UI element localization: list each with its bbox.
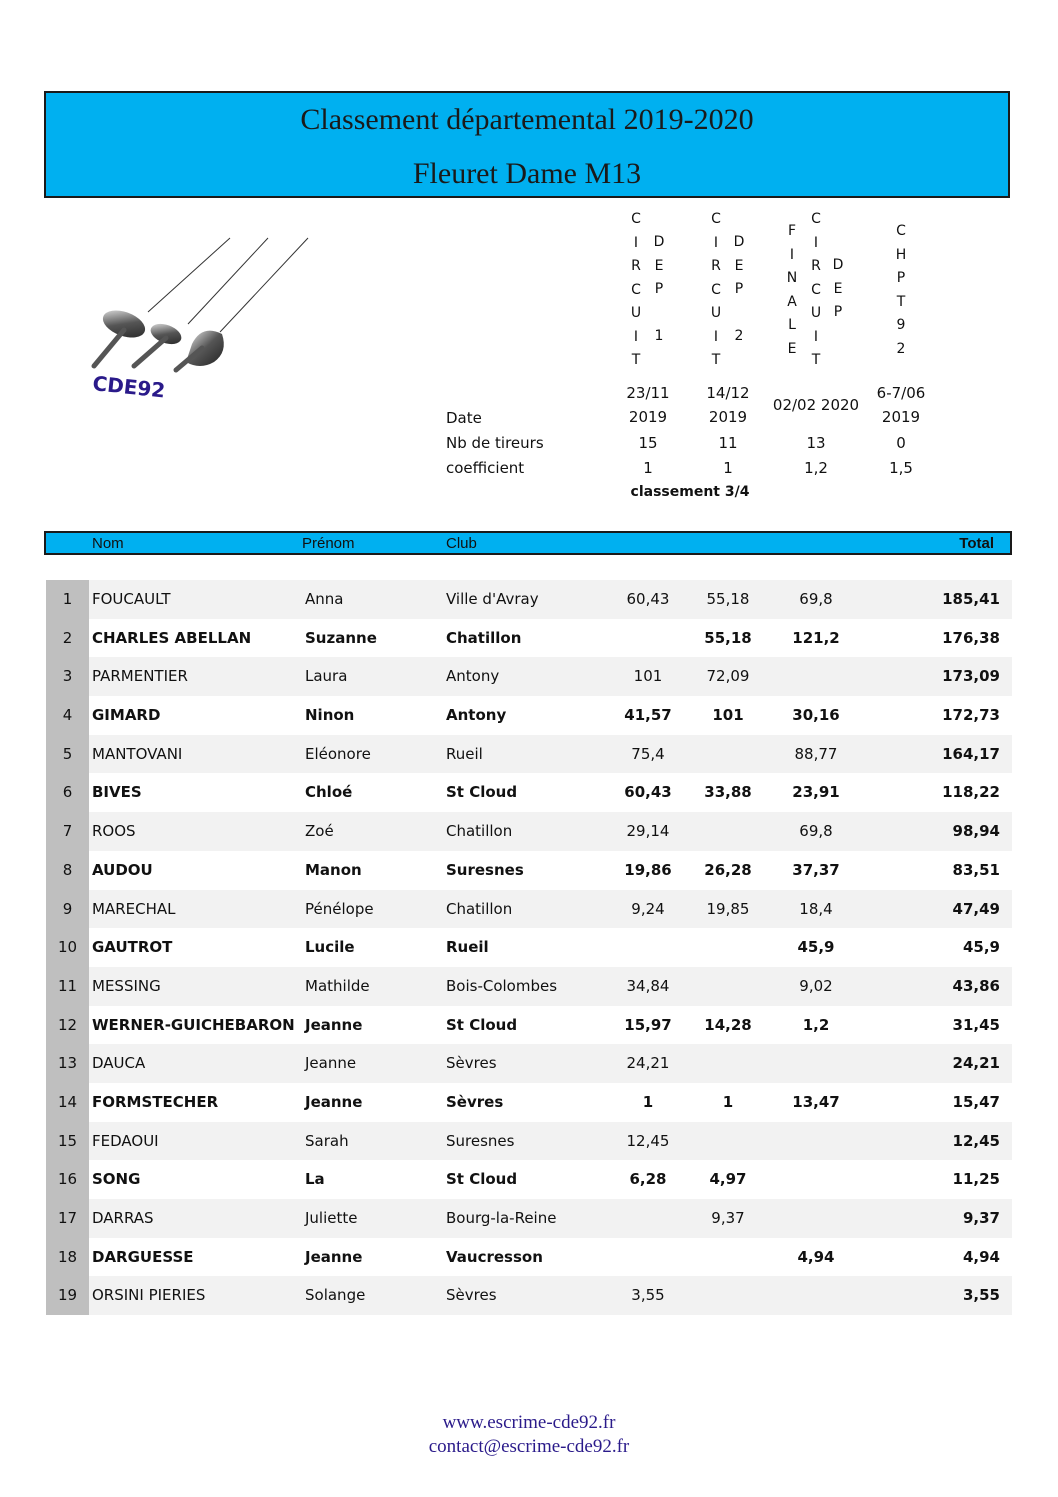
comp3-coefficient: 1,2 (804, 459, 828, 477)
prenom-cell: La (305, 1170, 325, 1189)
header-prenom: Prénom (302, 535, 355, 552)
total-cell: 185,41 (942, 590, 1000, 608)
prenom-cell: Mathilde (305, 976, 370, 995)
score-circuit2-cell: 4,97 (709, 1170, 747, 1189)
score-circuit2-cell (684, 928, 772, 967)
comp3-prefix (785, 220, 799, 361)
score-circuit2-cell (684, 1238, 772, 1277)
score-finale-cell: 69,8 (799, 822, 833, 841)
prenom-cell: Anna (305, 590, 344, 608)
club-cell: Chatillon (446, 822, 513, 841)
total-cell: 98,94 (952, 822, 1000, 841)
comp2-name (709, 208, 723, 373)
club-cell: Suresnes (446, 1131, 515, 1150)
table-row (46, 1083, 1012, 1122)
title-banner (44, 91, 1010, 198)
header-letter: T (896, 293, 906, 310)
score-finale-cell: 9,02 (799, 976, 833, 995)
score-finale-cell (772, 1276, 860, 1315)
header-letter: C (631, 281, 641, 298)
total-cell: 173,09 (942, 667, 1000, 686)
nom-cell: SONG (92, 1170, 141, 1189)
score-circuit2-cell: 55,18 (706, 590, 750, 608)
header-letter: U (630, 305, 642, 321)
header-letter: D (832, 257, 844, 273)
header-letter: C (811, 211, 821, 227)
coefficient-label: coefficient (446, 459, 525, 477)
club-cell: Bourg-la-Reine (446, 1209, 557, 1227)
rank-cell: 4 (46, 696, 89, 735)
prenom-cell: Ninon (305, 706, 355, 725)
nom-cell: MESSING (92, 976, 161, 995)
header-letter: C (811, 281, 821, 298)
score-circuit1-cell: 3,55 (631, 1286, 665, 1305)
comp1-name (629, 208, 643, 373)
club-cell: Antony (446, 667, 500, 686)
score-finale-cell: 23,91 (792, 783, 840, 802)
table-row (46, 1276, 1012, 1315)
nom-cell: FEDAOUI (92, 1131, 159, 1150)
score-circuit2-cell: 9,37 (711, 1209, 745, 1227)
prenom-cell: Zoé (305, 822, 334, 841)
nom-cell: MANTOVANI (92, 744, 183, 763)
rank-cell: 1 (46, 580, 89, 619)
score-circuit2-cell: 101 (712, 706, 744, 725)
rank-cell: 2 (46, 619, 89, 658)
header-letter: P (833, 304, 843, 320)
table-row (46, 967, 1012, 1006)
header-letter: I (633, 234, 639, 251)
footer-website[interactable]: www.escrime-cde92.fr (442, 1412, 616, 1433)
table-row (46, 1160, 1012, 1199)
score-circuit1-cell: 34,84 (626, 976, 670, 995)
total-cell: 11,25 (952, 1170, 1000, 1189)
header-letter: 9 (896, 317, 906, 333)
rank-cell: 9 (46, 890, 89, 929)
score-finale-cell: 45,9 (797, 938, 835, 957)
club-cell: St Cloud (446, 1170, 518, 1189)
comp3-nb-tireurs: 13 (806, 434, 826, 452)
header-letter: F (787, 223, 797, 239)
club-cell: Ville d'Avray (446, 590, 539, 608)
table-row (46, 657, 1012, 696)
comp4-date-line2: 2019 (881, 408, 921, 426)
total-cell: 164,17 (942, 744, 1000, 763)
prenom-cell: Manon (305, 860, 362, 879)
comp1-coefficient: 1 (643, 459, 653, 477)
table-row (46, 696, 1012, 735)
header-letter: N (786, 270, 798, 286)
score-circuit2-cell (684, 1044, 772, 1083)
prenom-cell: Suzanne (305, 628, 377, 647)
header-letter: H (895, 246, 907, 263)
total-cell: 24,21 (952, 1054, 1000, 1073)
header-letter: 2 (734, 328, 744, 344)
table-row (46, 580, 1012, 619)
score-circuit2-cell (684, 1122, 772, 1161)
prenom-cell: Jeanne (305, 1247, 363, 1266)
header-letter: I (789, 246, 795, 263)
rank-cell: 15 (46, 1122, 89, 1161)
score-finale-cell: 18,4 (799, 899, 833, 918)
comp2-nb-tireurs: 11 (718, 434, 738, 452)
club-cell: Sèvres (446, 1286, 497, 1305)
table-row (46, 851, 1012, 890)
prenom-cell: Lucile (305, 938, 355, 957)
club-cell: Chatillon (446, 899, 513, 918)
score-circuit1-cell: 9,24 (631, 899, 665, 918)
table-row (46, 1199, 1012, 1238)
score-circuit2-cell: 14,28 (704, 1015, 752, 1034)
club-cell: Sèvres (446, 1054, 497, 1073)
header-letter: R (711, 258, 721, 274)
page-subtitle: Fleuret Dame M13 (412, 157, 642, 190)
total-cell: 12,45 (952, 1131, 1000, 1150)
header-letter: D (653, 234, 665, 250)
header-total: Total (959, 535, 994, 552)
score-finale-cell: 88,77 (794, 744, 838, 763)
nom-cell: MARECHAL (92, 899, 176, 918)
rank-cell: 5 (46, 735, 89, 774)
header-letter: E (833, 280, 843, 297)
nom-cell: GIMARD (92, 706, 161, 725)
total-cell: 9,37 (962, 1209, 1000, 1227)
total-cell: 172,73 (942, 706, 1000, 725)
header-letter (652, 302, 666, 326)
score-finale-cell (772, 1044, 860, 1083)
header-letter: U (810, 305, 822, 321)
header-letter: R (811, 258, 821, 274)
nom-cell: DAUCA (92, 1054, 146, 1073)
header-letter: P (734, 281, 744, 297)
nom-cell: BIVES (92, 783, 142, 802)
table-row (46, 1044, 1012, 1083)
nb-tireurs-label: Nb de tireurs (446, 434, 544, 452)
header-letter: P (654, 281, 664, 297)
rank-cell: 12 (46, 1006, 89, 1045)
header-letter: T (631, 352, 641, 368)
score-circuit2-cell: 55,18 (704, 628, 752, 647)
score-finale-cell (772, 657, 860, 696)
rank-cell: 10 (46, 928, 89, 967)
club-cell: Bois-Colombes (446, 976, 558, 995)
prenom-cell: Chloé (305, 783, 353, 802)
footer-email[interactable]: contact@escrime-cde92.fr (428, 1436, 630, 1457)
score-circuit1-cell: 12,45 (626, 1131, 670, 1150)
nom-cell: FORMSTECHER (92, 1092, 219, 1111)
nom-cell: AUDOU (92, 860, 153, 879)
total-cell: 4,94 (962, 1247, 1000, 1266)
header-letter: I (813, 328, 819, 345)
rank-cell: 8 (46, 851, 89, 890)
nom-cell: PARMENTIER (92, 667, 188, 686)
header-letter: P (896, 270, 906, 286)
score-finale-cell: 30,16 (792, 706, 840, 725)
header-letter: I (633, 328, 639, 345)
club-cell: St Cloud (446, 783, 518, 802)
score-finale-cell: 4,94 (797, 1247, 835, 1266)
score-circuit2-cell: 72,09 (706, 667, 750, 686)
table-row (46, 928, 1012, 967)
prenom-cell: Juliette (305, 1209, 358, 1227)
score-finale-cell: 1,2 (802, 1015, 830, 1034)
score-finale-cell (772, 1122, 860, 1161)
rank-cell: 14 (46, 1083, 89, 1122)
prenom-cell: Jeanne (305, 1015, 363, 1034)
total-cell: 15,47 (952, 1092, 1000, 1111)
score-circuit1-cell: 6,28 (629, 1170, 667, 1189)
header-letter: 1 (654, 328, 664, 344)
score-circuit2-cell: 19,85 (706, 899, 750, 918)
header-letter: E (787, 340, 797, 357)
header-letter: U (710, 305, 722, 321)
score-circuit1-cell (604, 619, 692, 658)
table-row (46, 619, 1012, 658)
club-cell: Suresnes (446, 860, 524, 879)
prenom-cell: Sarah (305, 1131, 349, 1150)
header-letter: T (811, 352, 821, 368)
score-circuit1-cell (604, 928, 692, 967)
score-circuit1-cell: 1 (642, 1092, 654, 1111)
total-cell: 43,86 (952, 976, 1000, 995)
score-finale-cell: 37,37 (792, 860, 840, 879)
header-letter: C (711, 211, 721, 227)
total-cell: 83,51 (952, 860, 1000, 879)
nom-cell: DARGUESSE (92, 1247, 194, 1266)
header-letter: C (896, 223, 906, 239)
rank-cell: 7 (46, 812, 89, 851)
club-cell: Rueil (446, 744, 483, 763)
comp3-date: 02/02 2020 (772, 396, 860, 414)
ranking-table (46, 580, 1012, 1315)
nom-cell: FOUCAULT (92, 590, 171, 608)
page-title: Classement départemental 2019-2020 (300, 103, 754, 136)
total-cell: 45,9 (962, 938, 1000, 957)
header-letter (732, 302, 746, 326)
rank-cell: 17 (46, 1199, 89, 1238)
classement-note: classement 3/4 (630, 484, 750, 500)
table-row (46, 812, 1012, 851)
score-circuit1-cell: 29,14 (626, 822, 670, 841)
rank-cell: 16 (46, 1160, 89, 1199)
header-club: Club (446, 535, 477, 552)
rank-cell: 6 (46, 773, 89, 812)
header-letter: C (711, 281, 721, 298)
prenom-cell: Solange (305, 1286, 366, 1305)
header-nom: Nom (92, 535, 124, 552)
comp3-suffix (831, 254, 845, 325)
comp3-name (809, 208, 823, 373)
nom-cell: ROOS (92, 822, 136, 841)
table-row (46, 1238, 1012, 1277)
table-row (46, 1006, 1012, 1045)
score-circuit1-cell: 19,86 (624, 860, 672, 879)
fencing-foils-logo-icon (80, 232, 320, 402)
nom-cell: ORSINI PIERIES (92, 1286, 206, 1305)
header-letter: A (787, 293, 797, 310)
nom-cell: WERNER-GUICHEBARON (92, 1015, 295, 1034)
rank-cell: 18 (46, 1238, 89, 1277)
comp2-date-line2: 2019 (708, 408, 748, 426)
header-letter: I (713, 234, 719, 251)
total-cell: 47,49 (952, 899, 1000, 918)
prenom-cell: Jeanne (305, 1054, 357, 1073)
score-finale-cell (772, 1199, 860, 1238)
club-cell: Rueil (446, 938, 489, 957)
nom-cell: GAUTROT (92, 938, 173, 957)
header-letter: D (733, 234, 745, 250)
header-letter: L (788, 317, 796, 333)
score-circuit1-cell (604, 1199, 692, 1238)
score-circuit1-cell: 41,57 (624, 706, 672, 725)
club-cell: Chatillon (446, 628, 522, 647)
club-cell: Antony (446, 706, 507, 725)
score-circuit1-cell (604, 1238, 692, 1277)
header-letter: T (711, 352, 721, 368)
score-circuit1-cell: 75,4 (631, 744, 665, 763)
prenom-cell: Jeanne (305, 1092, 363, 1111)
logo-text: CDE92 (91, 371, 167, 402)
score-circuit2-cell (684, 1276, 772, 1315)
score-circuit1-cell: 24,21 (626, 1054, 670, 1073)
header-letter: I (713, 328, 719, 345)
score-circuit2-cell: 26,28 (704, 860, 752, 879)
club-cell: Sèvres (446, 1092, 504, 1111)
comp2-coefficient: 1 (723, 459, 733, 477)
total-cell: 118,22 (942, 783, 1000, 802)
score-circuit2-cell (684, 812, 772, 851)
club-cell: Vaucresson (446, 1247, 543, 1266)
header-letter: 2 (896, 340, 906, 357)
comp4-name (894, 220, 908, 361)
comp4-nb-tireurs: 0 (896, 434, 906, 452)
total-cell: 176,38 (942, 628, 1000, 647)
rank-cell: 11 (46, 967, 89, 1006)
table-header (44, 531, 1012, 555)
comp1-nb-tireurs: 15 (638, 434, 658, 452)
comp1-suffix (652, 231, 666, 349)
score-circuit2-cell (684, 967, 772, 1006)
prenom-cell: Laura (305, 667, 348, 686)
score-finale-cell (772, 1160, 860, 1199)
score-circuit1-cell: 15,97 (624, 1015, 672, 1034)
header-letter: I (813, 234, 819, 251)
score-finale-cell: 69,8 (799, 590, 833, 608)
comp1-date-line2: 2019 (628, 408, 668, 426)
comp4-date-line1: 6-7/06 (876, 384, 926, 402)
rank-cell: 13 (46, 1044, 89, 1083)
comp4-coefficient: 1,5 (889, 459, 913, 477)
score-finale-cell: 121,2 (792, 628, 840, 647)
header-letter: E (734, 257, 744, 274)
comp2-suffix (732, 231, 746, 349)
score-finale-cell: 13,47 (792, 1092, 840, 1111)
total-cell: 3,55 (962, 1286, 1000, 1305)
total-cell: 31,45 (952, 1015, 1000, 1034)
table-row (46, 1122, 1012, 1161)
header-letter: R (631, 258, 641, 274)
table-row (46, 735, 1012, 774)
nom-cell: CHARLES ABELLAN (92, 628, 252, 647)
table-row (46, 773, 1012, 812)
comp2-date-line1: 14/12 (706, 384, 750, 402)
prenom-cell: Pénélope (305, 899, 374, 918)
score-circuit2-cell: 33,88 (704, 783, 752, 802)
cde92-logo (80, 232, 320, 402)
nom-cell: DARRAS (92, 1209, 154, 1227)
rank-cell: 3 (46, 657, 89, 696)
score-circuit1-cell: 101 (633, 667, 663, 686)
date-label: Date (446, 409, 482, 427)
prenom-cell: Eléonore (305, 744, 371, 763)
score-circuit2-cell (684, 735, 772, 774)
comp1-date-line1: 23/11 (626, 384, 670, 402)
score-circuit1-cell: 60,43 (626, 590, 670, 608)
header-letter: E (654, 257, 664, 274)
table-row (46, 890, 1012, 929)
score-circuit1-cell: 60,43 (624, 783, 672, 802)
club-cell: St Cloud (446, 1015, 518, 1034)
score-circuit2-cell: 1 (722, 1092, 734, 1111)
rank-cell: 19 (46, 1276, 89, 1315)
header-letter: C (631, 211, 641, 227)
